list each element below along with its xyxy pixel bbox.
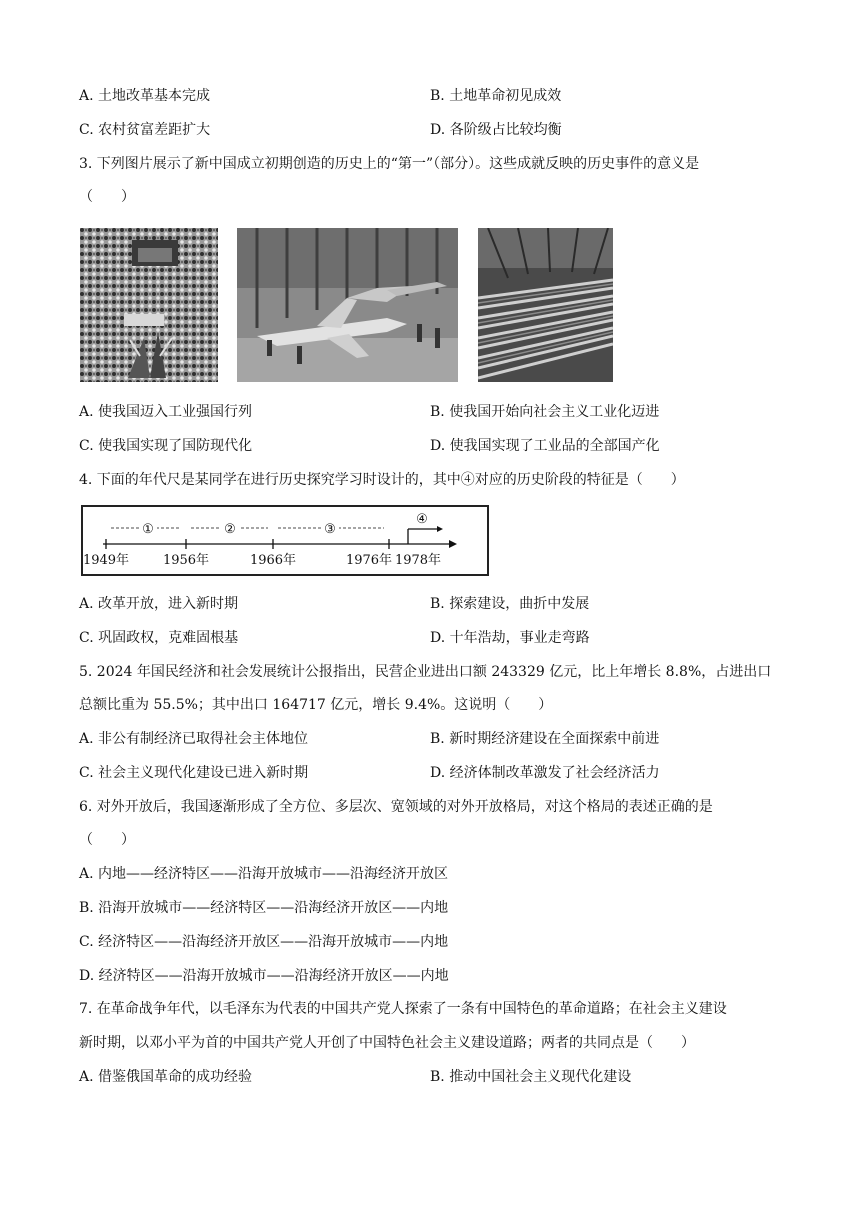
q6-stem-line2: （ ）	[79, 832, 135, 848]
q7-option-b: B. 推动中国社会主义现代化建设	[430, 1069, 632, 1085]
year-label-1976: 1976年	[345, 553, 393, 568]
q6-stem-line1: 6. 对外开放后，我国逐渐形成了全方位、多层次、宽领域的对外开放格局，对这个格局的表述正确的是	[79, 799, 713, 815]
year-timeline-figure	[81, 505, 489, 576]
q5-stem-line1: 5. 2024 年国民经济和社会发展统计公报指出，民营企业进出口额 243329 亿元，比上年增长 8.8%，占进出口	[79, 664, 772, 680]
year-label-1966: 1966年	[249, 553, 297, 568]
q7-stem-line1: 7. 在革命战争年代，以毛泽东为代表的中国共产党人探索了一条有中国特色的革命道路；在社会主义建设	[79, 1001, 727, 1017]
segment-label-3: ③	[324, 522, 336, 537]
q4-option-b: B. 探索建设，曲折中发展	[430, 596, 590, 612]
q3-stem-line2: （ ）	[79, 189, 135, 205]
year-label-1956: 1956年	[162, 553, 210, 568]
segment-label-1: ①	[142, 522, 154, 537]
segment-label-2: ②	[224, 522, 236, 537]
year-label-1978: 1978年	[394, 553, 442, 568]
q2-option-d: D. 各阶级占比较均衡	[430, 122, 562, 138]
q6-option-d: D. 经济特区——沿海开放城市——沿海经济开放区——内地	[79, 968, 449, 984]
q6-option-c: C. 经济特区——沿海经济开放区——沿海开放城市——内地	[79, 934, 449, 950]
segment-label-4: ④	[416, 512, 428, 527]
q6-option-b: B. 沿海开放城市——经济特区——沿海经济开放区——内地	[79, 900, 449, 916]
q2-option-c: C. 农村贫富差距扩大	[79, 122, 211, 138]
q3-option-d: D. 使我国实现了工业品的全部国产化	[430, 438, 660, 454]
q5-stem-line2: 总额比重为 55.5%；其中出口 164717 亿元，增长 9.4%。这说明（ ）	[79, 697, 553, 713]
q3-option-b: B. 使我国开始向社会主义工业化迈进	[430, 404, 660, 420]
jet-fighter-factory-photo	[237, 228, 458, 382]
q3-stem-line1: 3. 下列图片展示了新中国成立初期创造的历史上的“第一”（部分）。这些成就反映的历史事件的意义是	[79, 156, 700, 172]
q5-option-b: B. 新时期经济建设在全面探索中前进	[430, 731, 660, 747]
q5-option-d: D. 经济体制改革激发了社会经济活力	[430, 765, 660, 781]
q6-option-a: A. 内地——经济特区——沿海开放城市——沿海经济开放区	[79, 866, 449, 882]
year-label-1949: 1949年	[83, 553, 130, 568]
q3-option-c: C. 使我国实现了国防现代化	[79, 438, 253, 454]
q4-option-a: A. 改革开放，进入新时期	[79, 596, 239, 612]
crowd-celebration-photo	[80, 228, 218, 382]
q4-stem: 4. 下面的年代尺是某同学在进行历史探究学习时设计的，其中④对应的历史阶段的特征是（ ）	[79, 472, 685, 488]
q4-option-d: D. 十年浩劫，事业走弯路	[430, 630, 590, 646]
q2-option-b: B. 土地革命初见成效	[430, 88, 562, 104]
q5-option-c: C. 社会主义现代化建设已进入新时期	[79, 765, 309, 781]
q4-option-c: C. 巩固政权，克难固根基	[79, 630, 239, 646]
q2-option-a: A. 土地改革基本完成	[79, 88, 211, 104]
q7-stem-line2: 新时期，以邓小平为首的中国共产党人开创了中国特色社会主义建设道路；两者的共同点是（ ）	[79, 1035, 695, 1051]
q3-option-a: A. 使我国迈入工业强国行列	[79, 404, 253, 420]
timeline-arrowhead	[449, 540, 457, 548]
steel-pipe-factory-photo	[478, 228, 613, 382]
q5-option-a: A. 非公有制经济已取得社会主体地位	[79, 731, 309, 747]
q7-option-a: A. 借鉴俄国革命的成功经验	[79, 1069, 253, 1085]
